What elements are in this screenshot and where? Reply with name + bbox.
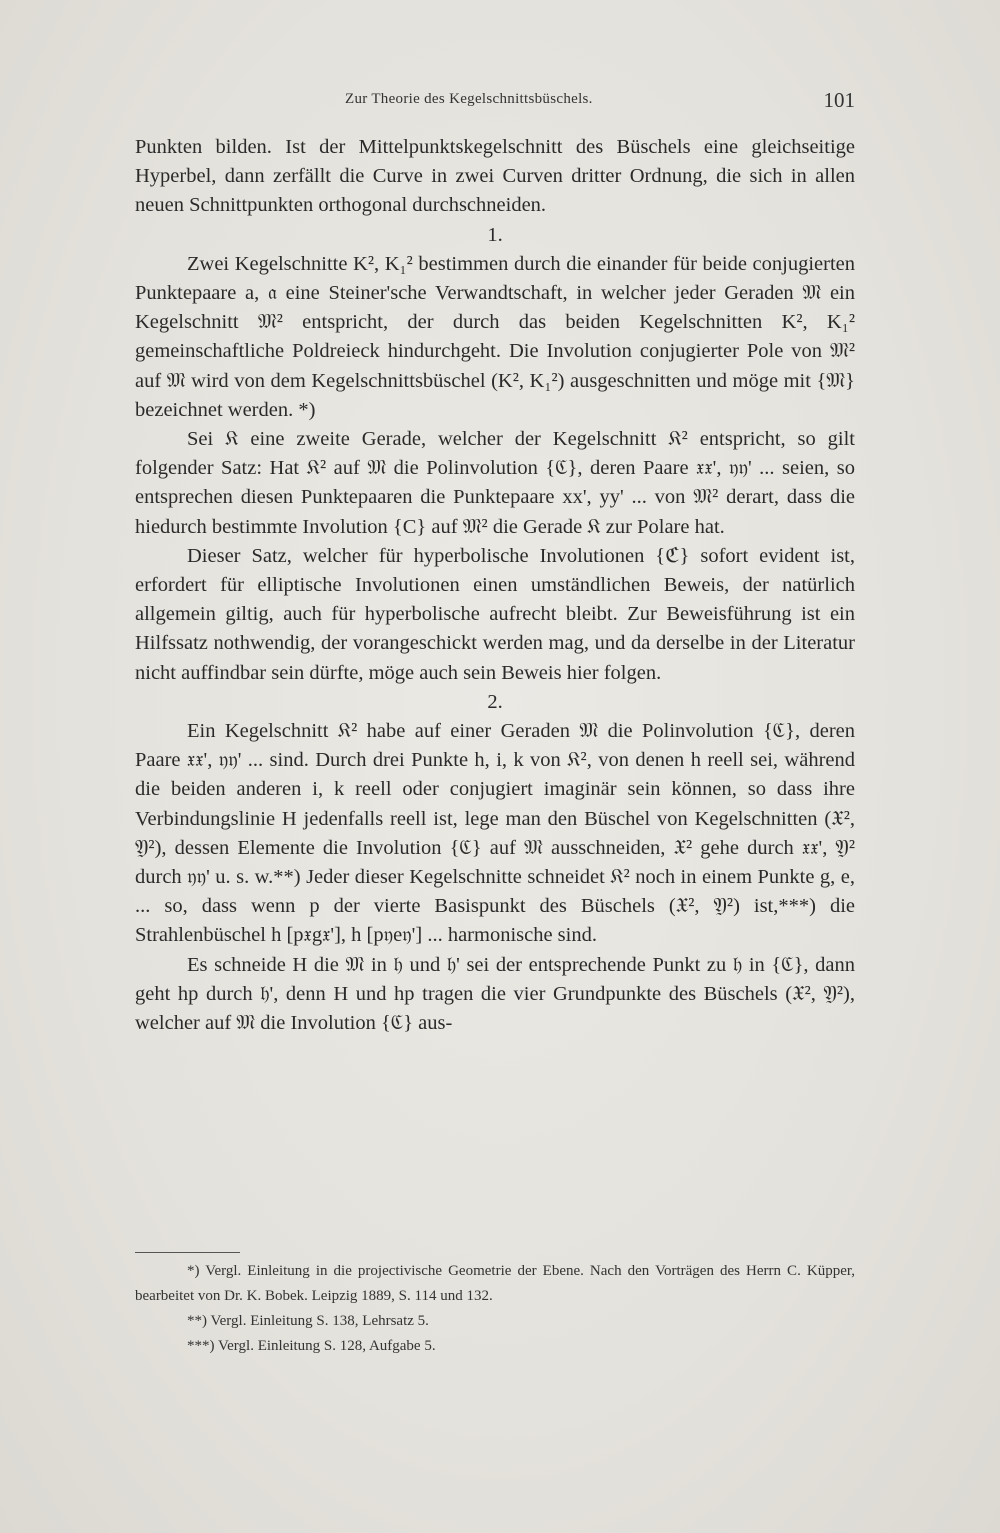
footnote-2: **) Vergl. Einleitung S. 138, Lehrsatz 5. xyxy=(187,1313,429,1329)
paragraph-3: Dieser Satz, welcher für hyperbolische Involutionen {ℭ} sofort evident ist, erfordert für elliptische Involutionen einen umständlichen Beweis, der natürlich allgemein giltig, auch für hyperbolische aufrecht bleibt. Zur Beweisführung ist ein Hilfssatz nothwendig, der vorangeschickt werden mag, und da derselbe in der Literatur nicht auffindbar sein dürfte, möge auch sein Beweis hier folgen. xyxy=(135,544,855,684)
page-number: 101 xyxy=(823,88,855,112)
footnotes xyxy=(135,1259,855,1359)
paragraph-intro: Punkten bilden. Ist der Mittelpunktskegelschnitt des Büschels eine gleichseitige Hyperbel, dann zerfällt die Curve in zwei Curven dritter Ordnung, die sich in allen neuen Schnittpunkten orthogonal durchschneiden. xyxy=(135,136,855,217)
section-number-1: 1. xyxy=(487,223,503,246)
paragraph-2: Sei 𝔎 eine zweite Gerade, welcher der Kegelschnitt 𝔎² entspricht, so gilt folgender Satz: Hat 𝔎² auf 𝔐 die Polinvolution {ℭ}, deren Paare 𝔵𝔵', 𝔶𝔶' ... seien, so entsprechen diesen Punktepaaren die Punktepaare xx', yy' ... von 𝔐² derart, dass die hiedurch bestimmte Involution {C} auf 𝔐² die Gerade 𝔎 zur Polare hat. xyxy=(135,428,855,538)
section-number-2: 2. xyxy=(487,690,503,713)
running-header xyxy=(135,88,855,118)
paragraph-1: Zwei Kegelschnitte K², K₁² bestimmen durch die einander für beide conjugierten Punktepaare a, 𝔞 eine Steiner'sche Verwandtschaft, in welcher jeder Geraden 𝔐 ein Kegelschnitt 𝔐² entspricht, der durch das beiden Kegelschnitten K², K₁² gemeinschaftliche Poldreieck hindurchgeht. Die Involution conjugierter Pole von 𝔐² auf 𝔐 wird von dem Kegelschnittsbüschel (K², K₁²) ausgeschnitten und möge mit {𝔐} bezeichnet werden. *) xyxy=(135,252,855,421)
main-text xyxy=(135,133,855,1038)
footnote-divider xyxy=(135,1252,240,1253)
running-title: Zur Theorie des Kegelschnittsbüschels. xyxy=(345,91,593,107)
footnote-3: ***) Vergl. Einleitung S. 128, Aufgabe 5. xyxy=(187,1338,436,1354)
paragraph-4: Ein Kegelschnitt 𝔎² habe auf einer Geraden 𝔐 die Polinvolution {ℭ}, deren Paare 𝔵𝔵', 𝔶𝔶' ... sind. Durch drei Punkte h, i, k von 𝔎², von denen h reell sei, während die beiden anderen i, k reell oder conjugiert imaginär sein können, so dass ihre Verbindungslinie H jedenfalls reell ist, lege man den Büschel von Kegelschnitten (𝔛², 𝔜²), dessen Elemente die Involution {ℭ} auf 𝔐 ausschneiden, 𝔛² gehe durch 𝔵𝔵', 𝔜² durch 𝔶𝔶' u. s. w.**) Jeder dieser Kegelschnitte schneidet 𝔎² noch in einem Punkte g, e, ... so, dass wenn p der vierte Basispunkt des Büschels (𝔛², 𝔜²) ist,***) die Strahlenbüschel h [p𝔵g𝔵'], h [p𝔶e𝔶'] ... harmonische sind. xyxy=(135,720,855,947)
footnote-1: *) Vergl. Einleitung in die projectivische Geometrie der Ebene. Nach den Vorträgen des Herrn C. Küpper, bearbeitet von Dr. K. Bobek. Leipzig 1889, S. 114 und 132. xyxy=(135,1263,855,1304)
paragraph-5: Es schneide H die 𝔐 in 𝔥 und 𝔥' sei der entsprechende Punkt zu 𝔥 in {ℭ}, dann geht hp durch 𝔥', denn H und hp tragen die vier Grundpunkte des Büschels (𝔛², 𝔜²), welcher auf 𝔐 die Involution {ℭ} aus- xyxy=(135,953,855,1035)
